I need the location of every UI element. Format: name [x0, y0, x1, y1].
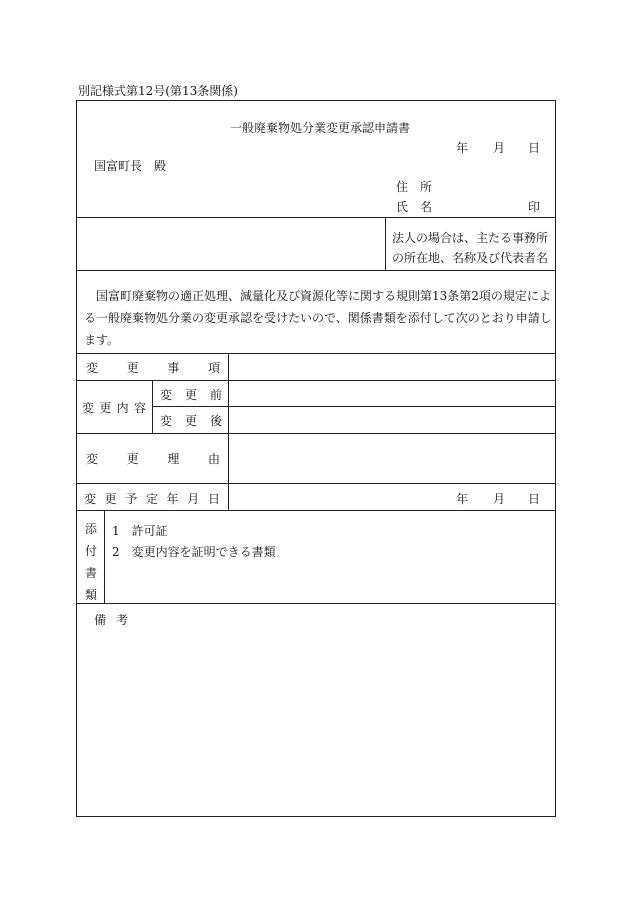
frame-bottom [76, 816, 556, 817]
frame-top [76, 100, 556, 101]
divider-corporate-top [76, 217, 556, 218]
form-code: 別記様式第12号(第13条関係) [78, 84, 238, 98]
divider-attachment-label [104, 510, 105, 604]
label-attachments: 添 付 書 類 [84, 522, 97, 602]
label-change-reason: 変 更 理 由 [86, 452, 220, 466]
date-year-label: 年 [456, 141, 469, 155]
label-change-content: 変 更 内 容 [82, 401, 146, 415]
date-month-label: 月 [493, 141, 506, 155]
label-planned-date: 変 更 予 定 年 月 日 [84, 492, 220, 506]
divider-corporate-bottom [76, 270, 556, 271]
addressee: 国富町長 殿 [94, 159, 167, 173]
value-change-reason[interactable] [229, 434, 555, 483]
attachment-item-1: 1 許可証 [112, 524, 168, 538]
form-title: 一般廃棄物処分業変更承認申請書 [230, 121, 411, 135]
label-change-item: 変 更 事 項 [86, 361, 220, 375]
value-change-item[interactable] [229, 354, 555, 380]
divider-corporate-split [385, 217, 386, 270]
divider-after-planned-date [76, 510, 556, 511]
value-remarks[interactable] [77, 630, 555, 816]
divider-after-attachments [76, 603, 556, 604]
name-label: 氏 名 [396, 200, 433, 214]
date-day-label: 日 [528, 141, 541, 155]
attachment-item-2: 2 変更内容を証明できる書類 [112, 545, 276, 559]
divider-after-reason [76, 483, 556, 484]
corporate-note-line1: 法人の場合は、主たる事務所 [392, 231, 549, 245]
seal-mark: 印 [528, 200, 541, 214]
value-after-change[interactable] [229, 407, 555, 433]
label-after-change: 変 更 後 [160, 414, 222, 428]
label-remarks: 備 考 [94, 613, 129, 627]
value-before-change[interactable] [229, 381, 555, 406]
divider-content-subcolumn [152, 380, 153, 434]
planned-date-day: 日 [528, 492, 541, 506]
address-label: 住 所 [396, 180, 433, 194]
application-statement: 国富町廃棄物の適正処理、減量化及び資源化等に関する規則第13条第2項の規定による一般廃棄物処分業の変更承認を受けたいので、関係書類を添付して次のとおり申請します。 [84, 289, 552, 347]
corporate-note-line2: の所在地、名称及び代表者名 [392, 251, 549, 265]
frame-right [555, 100, 556, 817]
planned-date-month: 月 [493, 492, 506, 506]
label-before-change: 変 更 前 [160, 388, 222, 402]
planned-date-year: 年 [456, 492, 469, 506]
